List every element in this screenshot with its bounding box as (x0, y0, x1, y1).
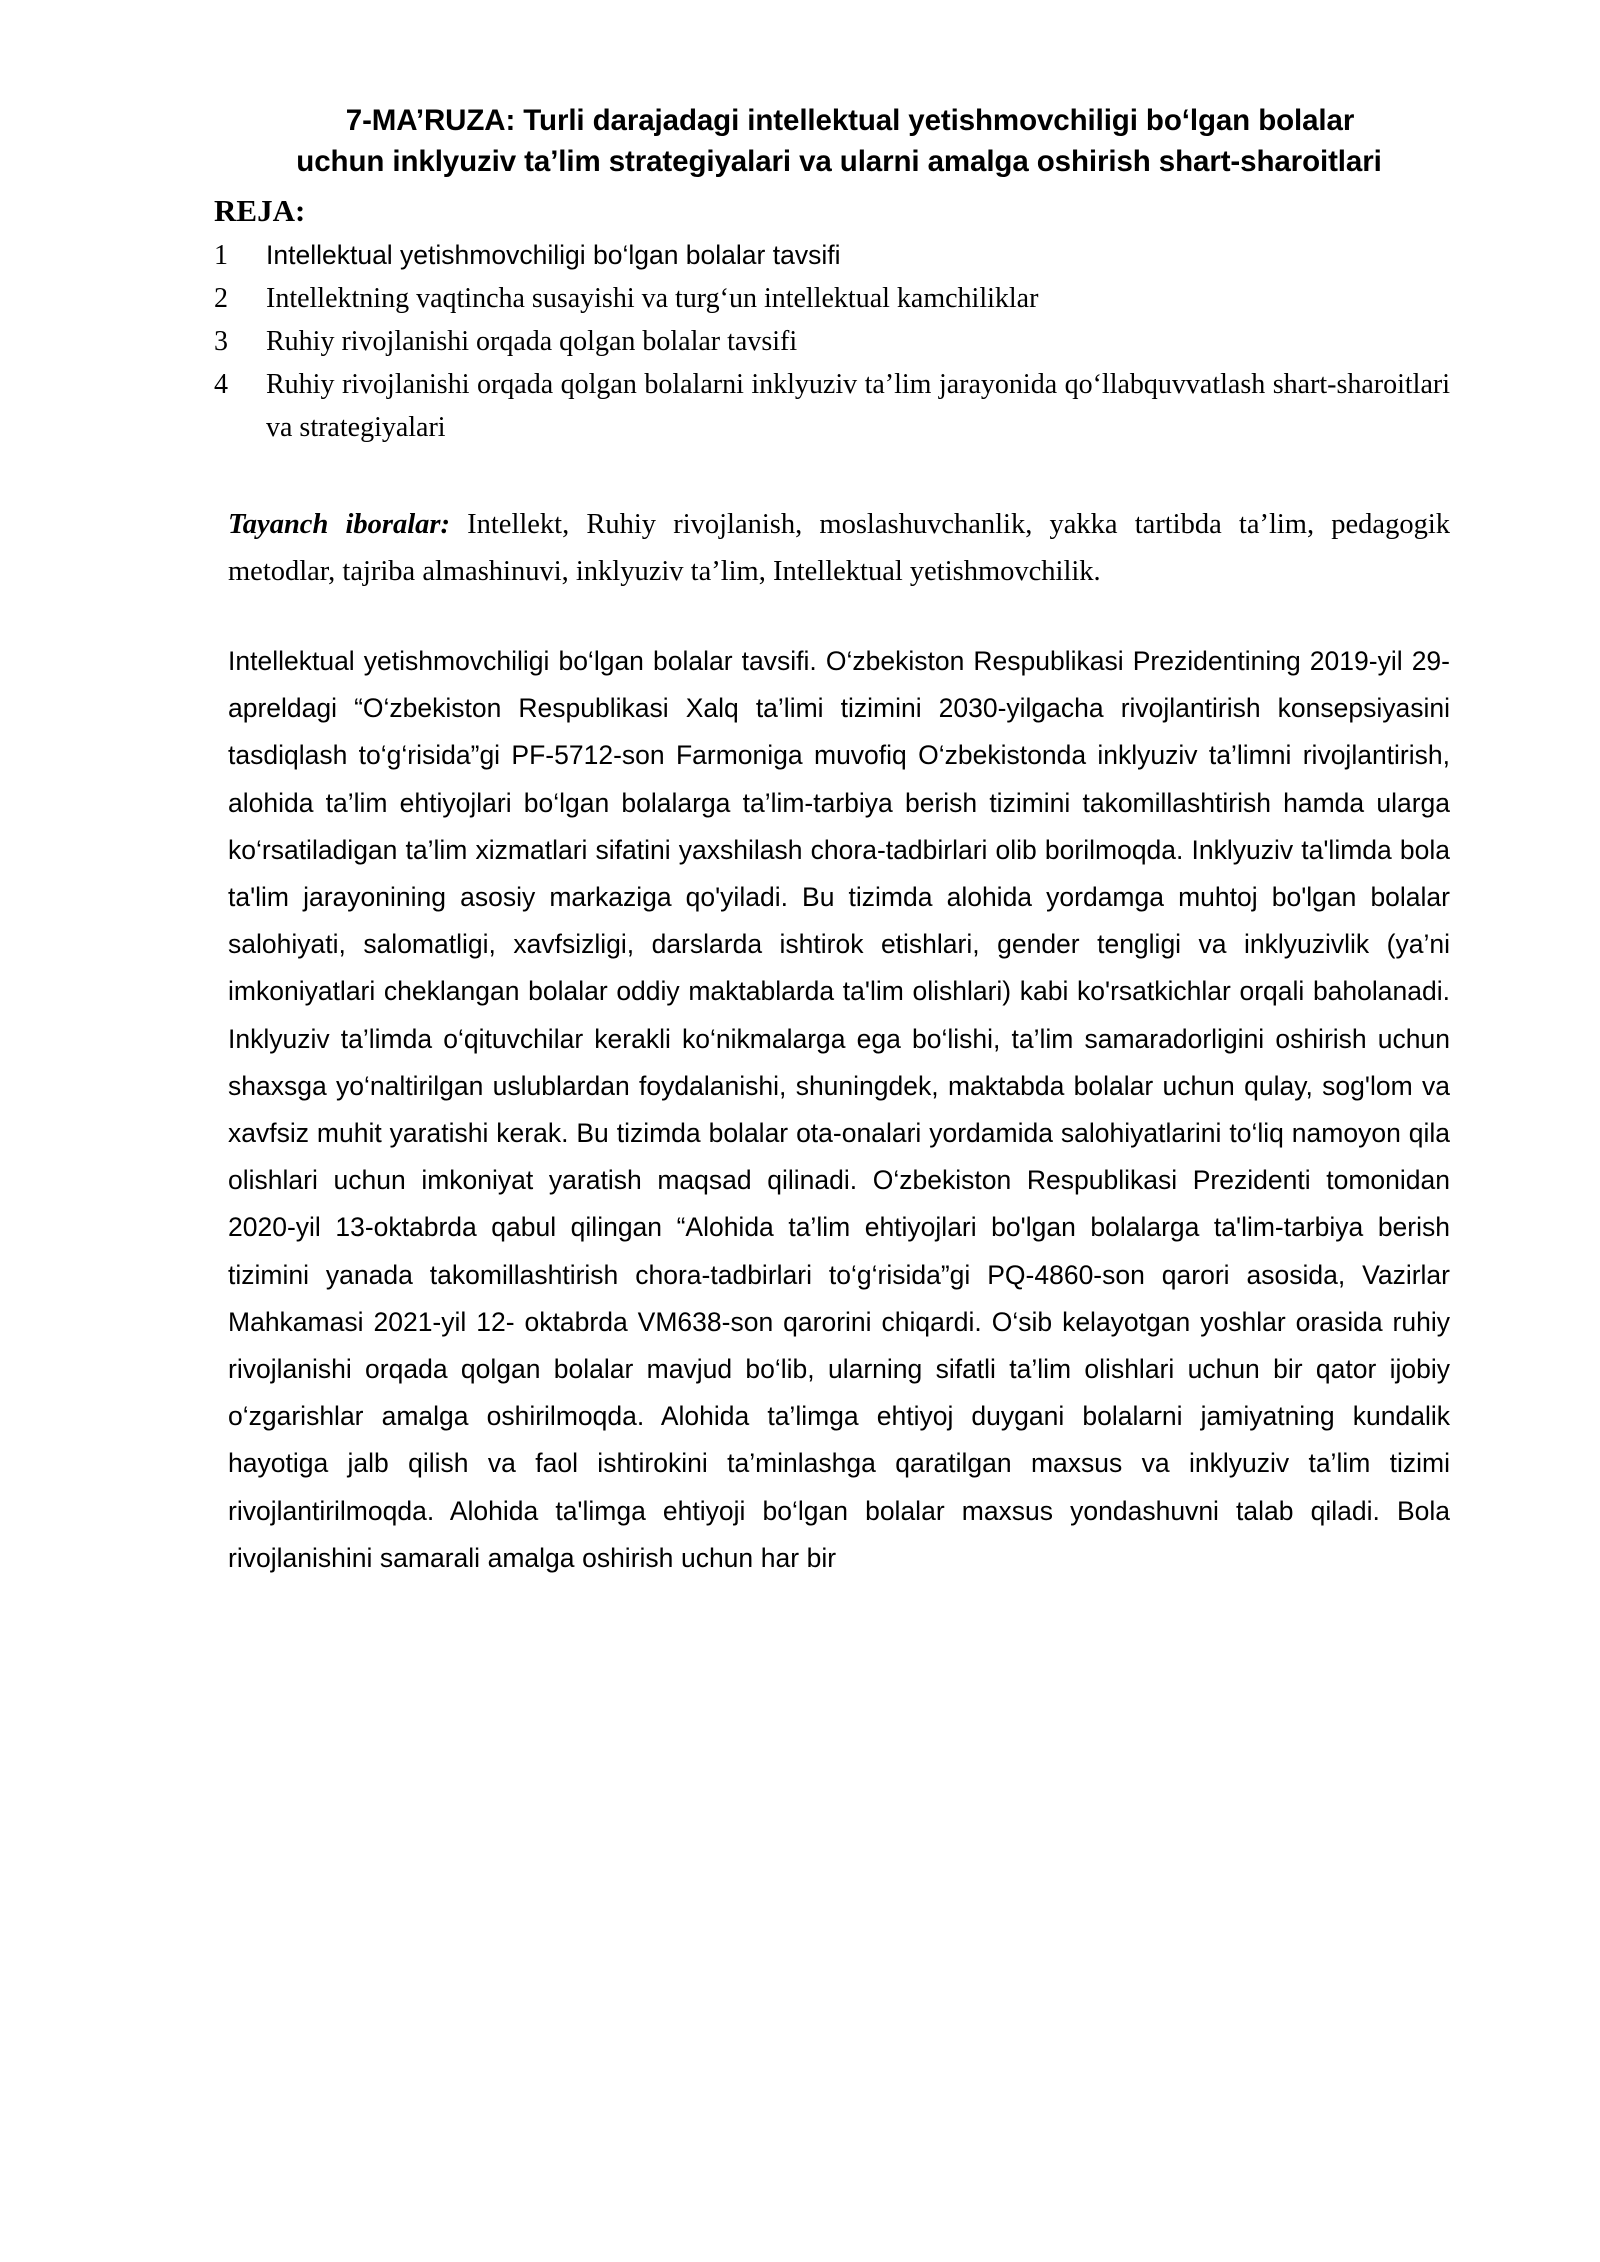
plan-item-text: Ruhiy rivojlanishi orqada qolgan bolalar tavsifi (266, 326, 798, 357)
document-title-line-2: uchun inklyuziv ta’lim strategiyalari va ularni amalga oshirish shart-sharoitlari (296, 145, 1382, 178)
plan-list (214, 234, 1450, 449)
plan-heading: REJA: (214, 193, 306, 228)
document-title (228, 100, 1450, 182)
plan-item-text: Ruhiy rivojlanishi orqada qolgan bolalarni inklyuziv ta’lim jarayonida qo‘llabquvvatlash shart-sharoitlari va strategiyalari (266, 369, 1450, 443)
keywords-label: Tayanch iboralar: (228, 509, 450, 540)
document-content (214, 100, 1450, 1582)
plan-item (214, 363, 1450, 449)
plan-item (214, 234, 1450, 277)
body-paragraph: Intellektual yetishmovchiligi bo‘lgan bolalar tavsifi. O‘zbekiston Respublikasi Prezidentining 2019-yil 29-apreldagi “O‘zbekiston Respublikasi Xalq ta’limi tizimini 2030-yilgacha rivojlantirish konsepsiyasini tasdiqlash to‘g‘risida”gi PF-5712-son Farmoniga muvofiq O‘zbekistonda inklyuziv ta’limni rivojlantirish, alohida ta’lim ehtiyojlari bo‘lgan bolalarga ta’lim-tarbiya berish tizimini takomillashtirish hamda ularga ko‘rsatiladigan ta’lim xizmatlari sifatini yaxshilash chora-tadbirlari olib borilmoqda. Inklyuziv ta'limda bola ta'lim jarayonining asosiy markaziga qo'yiladi. Bu tizimda alohida yordamga muhtoj bo'lgan bolalar salohiyati, salomatligi, xavfsizligi, darslarda ishtirok etishlari, gender tengligi va inklyuzivlik (ya’ni imkoniyatlari cheklangan bolalar oddiy maktablarda ta'lim olishlari) kabi ko'rsatkichlar orqali baholanadi. Inklyuziv ta’limda o‘qituvchilar kerakli ko‘nikmalarga ega bo‘lishi, ta’lim samaradorligini oshirish uchun shaxsga yo‘naltirilgan uslublardan foydalanishi, shuningdek, maktabda bolalar uchun qulay, sog'lom va xavfsiz muhit yaratishi kerak. Bu tizimda bolalar ota-onalari yordamida salohiyatlarini to‘liq namoyon qila olishlari uchun imkoniyat yaratish maqsad qilinadi. O‘zbekiston Respublikasi Prezidenti tomonidan 2020-yil 13-oktabrda qabul qilingan “Alohida ta’lim ehtiyojlari bo'lgan bolalarga ta'lim-tarbiya berish tizimini yanada takomillashtirish chora-tadbirlari to‘g‘risida”gi PQ-4860-son qarori asosida, Vazirlar Mahkamasi 2021-yil 12- oktabrda VM638-son qarorini chiqardi. O‘sib kelayotgan yoshlar orasida ruhiy rivojlanishi orqada qolgan bolalar mavjud bo‘lib, ularning sifatli ta’lim olishlari uchun bir qator ijobiy o‘zgarishlar amalga oshirilmoqda. Alohida ta’limga ehtiyoj duygani bolalarni jamiyatning kundalik hayotiga jalb qilish va faol ishtirokini ta’minlashga qaratilgan maxsus va inklyuziv ta’lim tizimi rivojlantirilmoqda. Alohida ta'limga ehtiyoji bo‘lgan bolalar maxsus yondashuvni talab qiladi. Bola rivojlanishini samarali amalga oshirish uchun har bir (228, 646, 1450, 1573)
plan-item-text: Intellektual yetishmovchiligi bo‘lgan bolalar tavsifi (266, 240, 841, 270)
keywords-paragraph (228, 501, 1450, 595)
plan-item-number: 3 (214, 326, 228, 357)
plan-item-text: Intellektning vaqtincha susayishi va turg‘un intellektual kamchiliklar (266, 283, 1039, 314)
plan-item-number: 4 (214, 369, 228, 400)
keywords-text: Intellekt, Ruhiy rivojlanish, moslashuvchanlik, yakka tartibda ta’lim, pedagogik metodlar, tajriba almashinuvi, inklyuziv ta’lim, Intellektual yetishmovchilik. (228, 509, 1450, 587)
plan-item-number: 1 (214, 240, 228, 271)
document-title-line-1: 7-MA’RUZA: Turli darajadagi intellektual yetishmovchiligi bo‘lgan bolalar (345, 104, 1355, 137)
plan-item (214, 320, 1450, 363)
plan-item (214, 277, 1450, 320)
plan-item-number: 2 (214, 283, 228, 314)
